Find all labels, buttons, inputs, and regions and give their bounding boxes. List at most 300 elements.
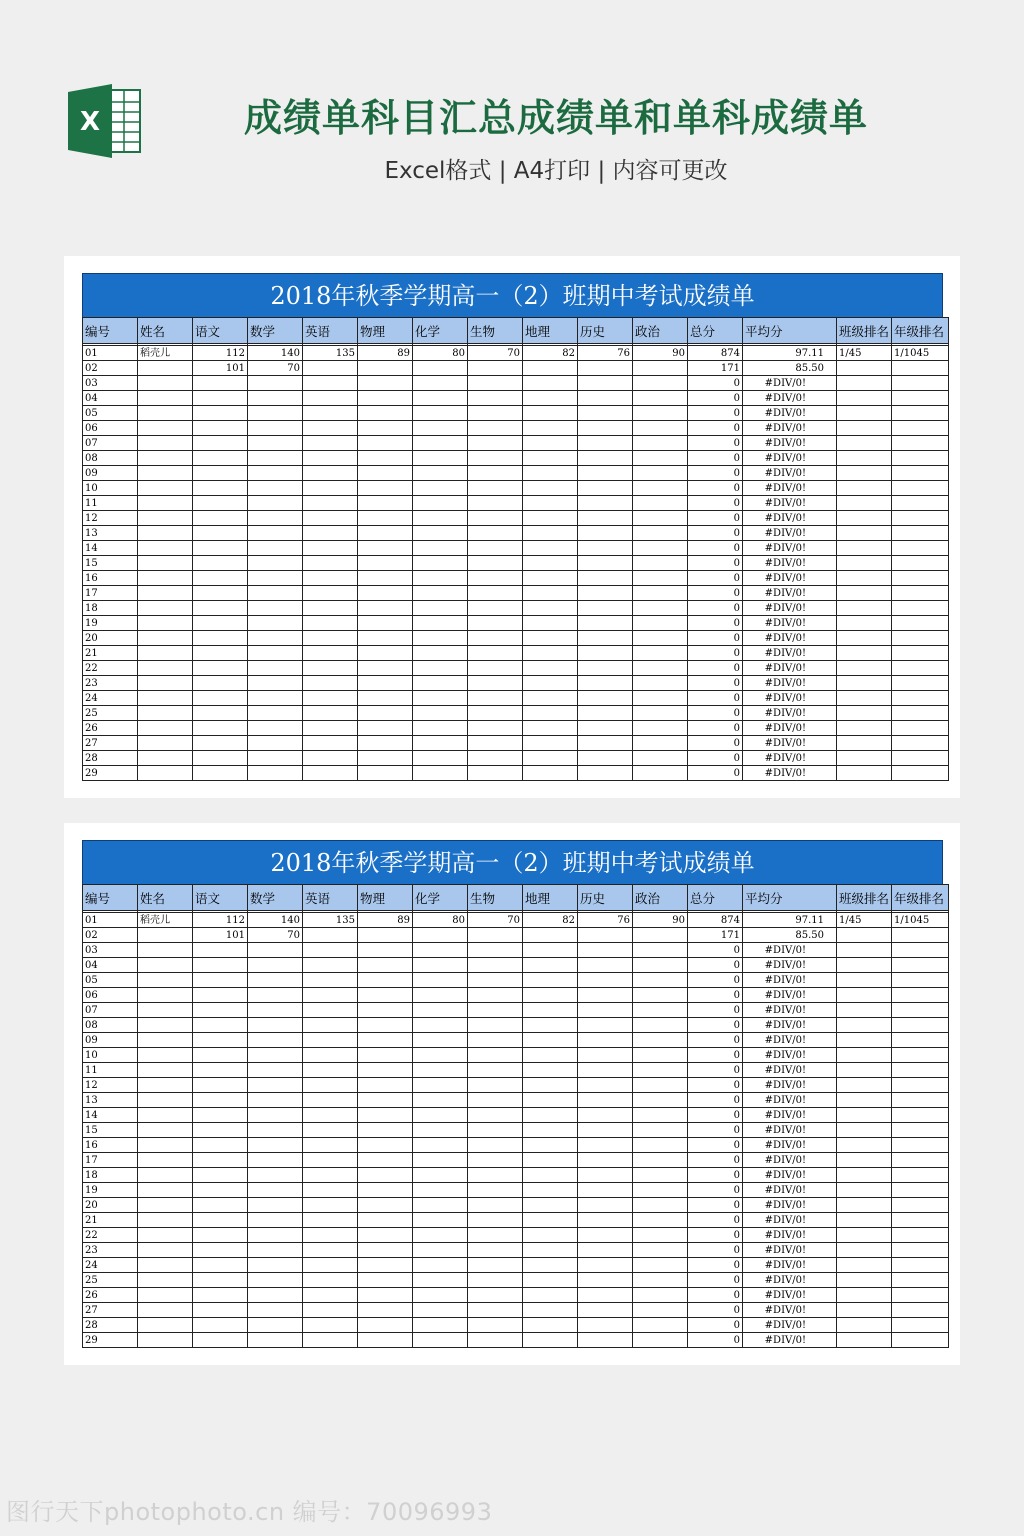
cell-chinese[interactable] — [193, 1003, 248, 1018]
cell-english[interactable] — [303, 1288, 358, 1303]
cell-grade-rank[interactable] — [892, 1168, 949, 1183]
cell-total[interactable]: 0 — [688, 1153, 743, 1168]
cell-geography[interactable] — [523, 481, 578, 496]
cell-english[interactable] — [303, 676, 358, 691]
cell-name[interactable] — [138, 1168, 193, 1183]
cell-grade-rank[interactable] — [892, 928, 949, 943]
cell-number[interactable]: 05 — [83, 406, 138, 421]
cell-average[interactable]: #DIV/0! — [743, 586, 837, 601]
cell-grade-rank[interactable] — [892, 691, 949, 706]
cell-total[interactable]: 0 — [688, 676, 743, 691]
cell-average[interactable]: #DIV/0! — [743, 1078, 837, 1093]
cell-grade-rank[interactable] — [892, 736, 949, 751]
cell-geography[interactable] — [523, 988, 578, 1003]
cell-physics[interactable] — [358, 376, 413, 391]
cell-chemistry[interactable] — [413, 1018, 468, 1033]
cell-history[interactable] — [578, 406, 633, 421]
cell-grade-rank[interactable] — [892, 451, 949, 466]
cell-politics[interactable] — [633, 646, 688, 661]
cell-class-rank[interactable] — [837, 376, 892, 391]
cell-english[interactable] — [303, 928, 358, 943]
cell-name[interactable] — [138, 451, 193, 466]
cell-average[interactable]: #DIV/0! — [743, 691, 837, 706]
cell-class-rank[interactable] — [837, 661, 892, 676]
cell-math[interactable] — [248, 1243, 303, 1258]
cell-chinese[interactable] — [193, 466, 248, 481]
cell-chinese[interactable] — [193, 406, 248, 421]
cell-politics[interactable] — [633, 1018, 688, 1033]
cell-biology[interactable] — [468, 676, 523, 691]
cell-grade-rank[interactable] — [892, 421, 949, 436]
cell-name[interactable] — [138, 958, 193, 973]
cell-geography[interactable] — [523, 928, 578, 943]
cell-physics[interactable] — [358, 1003, 413, 1018]
cell-math[interactable] — [248, 481, 303, 496]
cell-chemistry[interactable] — [413, 1078, 468, 1093]
cell-average[interactable]: #DIV/0! — [743, 1093, 837, 1108]
cell-physics[interactable] — [358, 1228, 413, 1243]
cell-chemistry[interactable] — [413, 736, 468, 751]
cell-total[interactable]: 0 — [688, 391, 743, 406]
cell-physics[interactable] — [358, 973, 413, 988]
cell-name[interactable] — [138, 736, 193, 751]
cell-average[interactable]: #DIV/0! — [743, 766, 837, 781]
cell-chemistry[interactable] — [413, 436, 468, 451]
cell-total[interactable]: 0 — [688, 1168, 743, 1183]
cell-chinese[interactable] — [193, 451, 248, 466]
cell-biology[interactable] — [468, 406, 523, 421]
cell-english[interactable] — [303, 1198, 358, 1213]
cell-number[interactable]: 29 — [83, 1333, 138, 1348]
cell-class-rank[interactable] — [837, 631, 892, 646]
cell-politics[interactable]: 90 — [633, 346, 688, 361]
cell-english[interactable] — [303, 451, 358, 466]
cell-class-rank[interactable] — [837, 1003, 892, 1018]
cell-name[interactable] — [138, 751, 193, 766]
cell-english[interactable] — [303, 1153, 358, 1168]
cell-politics[interactable] — [633, 928, 688, 943]
cell-class-rank[interactable] — [837, 1258, 892, 1273]
cell-number[interactable]: 07 — [83, 436, 138, 451]
cell-english[interactable] — [303, 1183, 358, 1198]
cell-politics[interactable] — [633, 1318, 688, 1333]
cell-geography[interactable] — [523, 766, 578, 781]
cell-math[interactable] — [248, 1288, 303, 1303]
cell-history[interactable] — [578, 721, 633, 736]
cell-geography[interactable] — [523, 1093, 578, 1108]
cell-math[interactable] — [248, 556, 303, 571]
cell-physics[interactable] — [358, 1183, 413, 1198]
cell-geography[interactable] — [523, 466, 578, 481]
cell-chinese[interactable] — [193, 1078, 248, 1093]
cell-history[interactable] — [578, 958, 633, 973]
cell-geography[interactable] — [523, 1198, 578, 1213]
cell-name[interactable] — [138, 1198, 193, 1213]
cell-total[interactable]: 0 — [688, 496, 743, 511]
cell-chinese[interactable]: 101 — [193, 928, 248, 943]
cell-geography[interactable] — [523, 586, 578, 601]
cell-chemistry[interactable] — [413, 1228, 468, 1243]
cell-name[interactable] — [138, 391, 193, 406]
cell-physics[interactable] — [358, 1108, 413, 1123]
cell-class-rank[interactable]: 1/45 — [837, 346, 892, 361]
cell-math[interactable] — [248, 541, 303, 556]
cell-grade-rank[interactable] — [892, 676, 949, 691]
cell-geography[interactable] — [523, 1288, 578, 1303]
cell-physics[interactable] — [358, 406, 413, 421]
cell-physics[interactable] — [358, 391, 413, 406]
cell-physics[interactable] — [358, 601, 413, 616]
cell-geography[interactable] — [523, 1003, 578, 1018]
cell-history[interactable] — [578, 616, 633, 631]
cell-geography[interactable]: 82 — [523, 913, 578, 928]
cell-biology[interactable] — [468, 1063, 523, 1078]
cell-english[interactable] — [303, 1063, 358, 1078]
cell-history[interactable] — [578, 511, 633, 526]
cell-total[interactable]: 0 — [688, 1258, 743, 1273]
cell-class-rank[interactable] — [837, 436, 892, 451]
cell-politics[interactable] — [633, 511, 688, 526]
cell-class-rank[interactable] — [837, 1303, 892, 1318]
cell-geography[interactable] — [523, 1183, 578, 1198]
cell-total[interactable]: 0 — [688, 1093, 743, 1108]
cell-politics[interactable] — [633, 571, 688, 586]
cell-english[interactable] — [303, 751, 358, 766]
cell-biology[interactable] — [468, 1198, 523, 1213]
cell-number[interactable]: 09 — [83, 466, 138, 481]
cell-biology[interactable] — [468, 751, 523, 766]
cell-biology[interactable] — [468, 541, 523, 556]
cell-physics[interactable] — [358, 736, 413, 751]
cell-name[interactable] — [138, 766, 193, 781]
cell-geography[interactable] — [523, 1318, 578, 1333]
cell-history[interactable] — [578, 451, 633, 466]
cell-average[interactable]: #DIV/0! — [743, 1033, 837, 1048]
cell-total[interactable]: 0 — [688, 571, 743, 586]
cell-history[interactable] — [578, 661, 633, 676]
cell-english[interactable] — [303, 556, 358, 571]
cell-number[interactable]: 24 — [83, 691, 138, 706]
cell-number[interactable]: 12 — [83, 511, 138, 526]
cell-politics[interactable] — [633, 691, 688, 706]
cell-chemistry[interactable] — [413, 1288, 468, 1303]
cell-biology[interactable] — [468, 1213, 523, 1228]
cell-physics[interactable]: 89 — [358, 913, 413, 928]
cell-geography[interactable] — [523, 496, 578, 511]
cell-name[interactable] — [138, 1003, 193, 1018]
cell-chinese[interactable] — [193, 1093, 248, 1108]
cell-number[interactable]: 02 — [83, 361, 138, 376]
cell-class-rank[interactable] — [837, 928, 892, 943]
cell-chemistry[interactable] — [413, 541, 468, 556]
cell-geography[interactable] — [523, 1048, 578, 1063]
cell-english[interactable] — [303, 1228, 358, 1243]
cell-geography[interactable] — [523, 1108, 578, 1123]
cell-geography[interactable] — [523, 1273, 578, 1288]
cell-class-rank[interactable] — [837, 391, 892, 406]
cell-physics[interactable] — [358, 1333, 413, 1348]
cell-chemistry[interactable] — [413, 1033, 468, 1048]
cell-politics[interactable] — [633, 1048, 688, 1063]
cell-english[interactable] — [303, 1093, 358, 1108]
cell-chemistry[interactable] — [413, 631, 468, 646]
cell-total[interactable]: 0 — [688, 466, 743, 481]
cell-total[interactable]: 0 — [688, 988, 743, 1003]
cell-english[interactable] — [303, 436, 358, 451]
cell-number[interactable]: 01 — [83, 346, 138, 361]
cell-politics[interactable] — [633, 1138, 688, 1153]
cell-average[interactable]: #DIV/0! — [743, 1108, 837, 1123]
cell-name[interactable] — [138, 691, 193, 706]
cell-english[interactable] — [303, 526, 358, 541]
cell-chinese[interactable] — [193, 1183, 248, 1198]
cell-average[interactable]: #DIV/0! — [743, 1198, 837, 1213]
cell-total[interactable]: 0 — [688, 1123, 743, 1138]
cell-biology[interactable]: 70 — [468, 913, 523, 928]
cell-physics[interactable] — [358, 1213, 413, 1228]
cell-grade-rank[interactable] — [892, 556, 949, 571]
cell-total[interactable]: 0 — [688, 973, 743, 988]
cell-physics[interactable]: 89 — [358, 346, 413, 361]
cell-name[interactable] — [138, 496, 193, 511]
cell-class-rank[interactable] — [837, 1213, 892, 1228]
cell-total[interactable]: 0 — [688, 1003, 743, 1018]
cell-name[interactable] — [138, 1063, 193, 1078]
cell-class-rank[interactable] — [837, 1078, 892, 1093]
cell-grade-rank[interactable] — [892, 766, 949, 781]
cell-biology[interactable] — [468, 421, 523, 436]
cell-average[interactable]: #DIV/0! — [743, 1243, 837, 1258]
cell-math[interactable] — [248, 391, 303, 406]
cell-total[interactable]: 0 — [688, 736, 743, 751]
cell-total[interactable]: 874 — [688, 913, 743, 928]
cell-history[interactable] — [578, 1063, 633, 1078]
cell-biology[interactable] — [468, 1303, 523, 1318]
cell-history[interactable] — [578, 376, 633, 391]
cell-chinese[interactable] — [193, 376, 248, 391]
cell-history[interactable] — [578, 1258, 633, 1273]
cell-politics[interactable] — [633, 1288, 688, 1303]
cell-chinese[interactable] — [193, 586, 248, 601]
cell-history[interactable] — [578, 1153, 633, 1168]
cell-class-rank[interactable] — [837, 988, 892, 1003]
cell-english[interactable] — [303, 631, 358, 646]
cell-class-rank[interactable] — [837, 1243, 892, 1258]
cell-average[interactable]: #DIV/0! — [743, 973, 837, 988]
cell-class-rank[interactable] — [837, 973, 892, 988]
cell-biology[interactable] — [468, 1108, 523, 1123]
cell-class-rank[interactable] — [837, 481, 892, 496]
cell-physics[interactable] — [358, 721, 413, 736]
cell-chemistry[interactable] — [413, 481, 468, 496]
cell-number[interactable]: 26 — [83, 721, 138, 736]
cell-class-rank[interactable] — [837, 943, 892, 958]
cell-name[interactable] — [138, 466, 193, 481]
cell-average[interactable]: #DIV/0! — [743, 751, 837, 766]
cell-chinese[interactable] — [193, 1228, 248, 1243]
cell-english[interactable] — [303, 421, 358, 436]
cell-average[interactable]: #DIV/0! — [743, 421, 837, 436]
cell-history[interactable] — [578, 1138, 633, 1153]
cell-physics[interactable] — [358, 1198, 413, 1213]
cell-history[interactable] — [578, 436, 633, 451]
cell-politics[interactable] — [633, 1078, 688, 1093]
cell-class-rank[interactable] — [837, 1093, 892, 1108]
cell-average[interactable]: #DIV/0! — [743, 1003, 837, 1018]
cell-biology[interactable] — [468, 1138, 523, 1153]
cell-history[interactable] — [578, 361, 633, 376]
cell-history[interactable] — [578, 973, 633, 988]
cell-biology[interactable] — [468, 973, 523, 988]
cell-geography[interactable] — [523, 376, 578, 391]
cell-chemistry[interactable] — [413, 1273, 468, 1288]
cell-grade-rank[interactable] — [892, 943, 949, 958]
cell-total[interactable]: 0 — [688, 751, 743, 766]
cell-class-rank[interactable] — [837, 1123, 892, 1138]
cell-english[interactable] — [303, 1138, 358, 1153]
cell-biology[interactable] — [468, 958, 523, 973]
cell-name[interactable] — [138, 973, 193, 988]
cell-chinese[interactable]: 101 — [193, 361, 248, 376]
cell-number[interactable]: 10 — [83, 1048, 138, 1063]
cell-physics[interactable] — [358, 1048, 413, 1063]
cell-math[interactable] — [248, 1168, 303, 1183]
cell-politics[interactable] — [633, 1063, 688, 1078]
cell-average[interactable]: #DIV/0! — [743, 1153, 837, 1168]
cell-geography[interactable] — [523, 541, 578, 556]
cell-chemistry[interactable] — [413, 1063, 468, 1078]
cell-politics[interactable] — [633, 601, 688, 616]
cell-chemistry[interactable] — [413, 1243, 468, 1258]
cell-history[interactable] — [578, 1333, 633, 1348]
cell-class-rank[interactable] — [837, 691, 892, 706]
cell-average[interactable]: #DIV/0! — [743, 646, 837, 661]
cell-grade-rank[interactable]: 1/1045 — [892, 913, 949, 928]
cell-name[interactable] — [138, 1123, 193, 1138]
cell-grade-rank[interactable] — [892, 391, 949, 406]
cell-class-rank[interactable] — [837, 1198, 892, 1213]
cell-grade-rank[interactable] — [892, 1033, 949, 1048]
cell-grade-rank[interactable] — [892, 526, 949, 541]
cell-chemistry[interactable] — [413, 466, 468, 481]
cell-total[interactable]: 171 — [688, 361, 743, 376]
cell-average[interactable]: #DIV/0! — [743, 1018, 837, 1033]
cell-politics[interactable] — [633, 1333, 688, 1348]
cell-grade-rank[interactable] — [892, 481, 949, 496]
cell-geography[interactable] — [523, 391, 578, 406]
cell-average[interactable]: #DIV/0! — [743, 376, 837, 391]
cell-biology[interactable] — [468, 721, 523, 736]
cell-name[interactable] — [138, 646, 193, 661]
cell-math[interactable]: 140 — [248, 346, 303, 361]
cell-name[interactable] — [138, 526, 193, 541]
cell-history[interactable] — [578, 1048, 633, 1063]
cell-biology[interactable] — [468, 661, 523, 676]
cell-total[interactable]: 0 — [688, 1183, 743, 1198]
cell-grade-rank[interactable] — [892, 661, 949, 676]
cell-total[interactable]: 874 — [688, 346, 743, 361]
cell-english[interactable] — [303, 646, 358, 661]
cell-class-rank[interactable] — [837, 466, 892, 481]
cell-history[interactable] — [578, 1168, 633, 1183]
cell-total[interactable]: 0 — [688, 1273, 743, 1288]
cell-chinese[interactable] — [193, 1318, 248, 1333]
cell-average[interactable]: #DIV/0! — [743, 736, 837, 751]
cell-grade-rank[interactable] — [892, 1003, 949, 1018]
cell-grade-rank[interactable] — [892, 511, 949, 526]
cell-politics[interactable] — [633, 706, 688, 721]
cell-geography[interactable] — [523, 601, 578, 616]
cell-politics[interactable] — [633, 406, 688, 421]
cell-chinese[interactable] — [193, 496, 248, 511]
cell-name[interactable] — [138, 511, 193, 526]
cell-number[interactable]: 13 — [83, 1093, 138, 1108]
cell-chinese[interactable] — [193, 526, 248, 541]
cell-english[interactable] — [303, 376, 358, 391]
cell-english[interactable] — [303, 1213, 358, 1228]
cell-geography[interactable] — [523, 1123, 578, 1138]
cell-english[interactable] — [303, 943, 358, 958]
cell-history[interactable] — [578, 601, 633, 616]
cell-class-rank[interactable]: 1/45 — [837, 913, 892, 928]
cell-chemistry[interactable] — [413, 721, 468, 736]
cell-grade-rank[interactable] — [892, 1063, 949, 1078]
cell-politics[interactable] — [633, 451, 688, 466]
cell-biology[interactable] — [468, 943, 523, 958]
cell-math[interactable] — [248, 676, 303, 691]
cell-politics[interactable] — [633, 721, 688, 736]
cell-number[interactable]: 08 — [83, 1018, 138, 1033]
cell-chinese[interactable] — [193, 1138, 248, 1153]
cell-math[interactable] — [248, 1213, 303, 1228]
cell-english[interactable] — [303, 988, 358, 1003]
cell-number[interactable]: 14 — [83, 1108, 138, 1123]
cell-geography[interactable] — [523, 721, 578, 736]
cell-politics[interactable] — [633, 1243, 688, 1258]
cell-average[interactable]: #DIV/0! — [743, 556, 837, 571]
cell-english[interactable] — [303, 766, 358, 781]
cell-geography[interactable] — [523, 526, 578, 541]
cell-biology[interactable] — [468, 466, 523, 481]
cell-grade-rank[interactable] — [892, 1213, 949, 1228]
cell-geography[interactable] — [523, 1168, 578, 1183]
cell-number[interactable]: 09 — [83, 1033, 138, 1048]
cell-geography[interactable] — [523, 706, 578, 721]
cell-class-rank[interactable] — [837, 1033, 892, 1048]
cell-english[interactable] — [303, 706, 358, 721]
cell-chinese[interactable] — [193, 1123, 248, 1138]
cell-average[interactable]: 97.11 — [743, 913, 837, 928]
cell-math[interactable] — [248, 586, 303, 601]
cell-grade-rank[interactable] — [892, 496, 949, 511]
cell-class-rank[interactable] — [837, 736, 892, 751]
cell-class-rank[interactable] — [837, 526, 892, 541]
cell-total[interactable]: 0 — [688, 421, 743, 436]
cell-total[interactable]: 0 — [688, 1198, 743, 1213]
cell-name[interactable] — [138, 556, 193, 571]
cell-number[interactable]: 02 — [83, 928, 138, 943]
cell-physics[interactable] — [358, 496, 413, 511]
cell-chinese[interactable] — [193, 1048, 248, 1063]
cell-chinese[interactable] — [193, 661, 248, 676]
cell-math[interactable] — [248, 526, 303, 541]
cell-politics[interactable] — [633, 616, 688, 631]
cell-biology[interactable] — [468, 526, 523, 541]
cell-chinese[interactable] — [193, 1033, 248, 1048]
cell-history[interactable] — [578, 541, 633, 556]
cell-math[interactable] — [248, 511, 303, 526]
cell-history[interactable] — [578, 421, 633, 436]
